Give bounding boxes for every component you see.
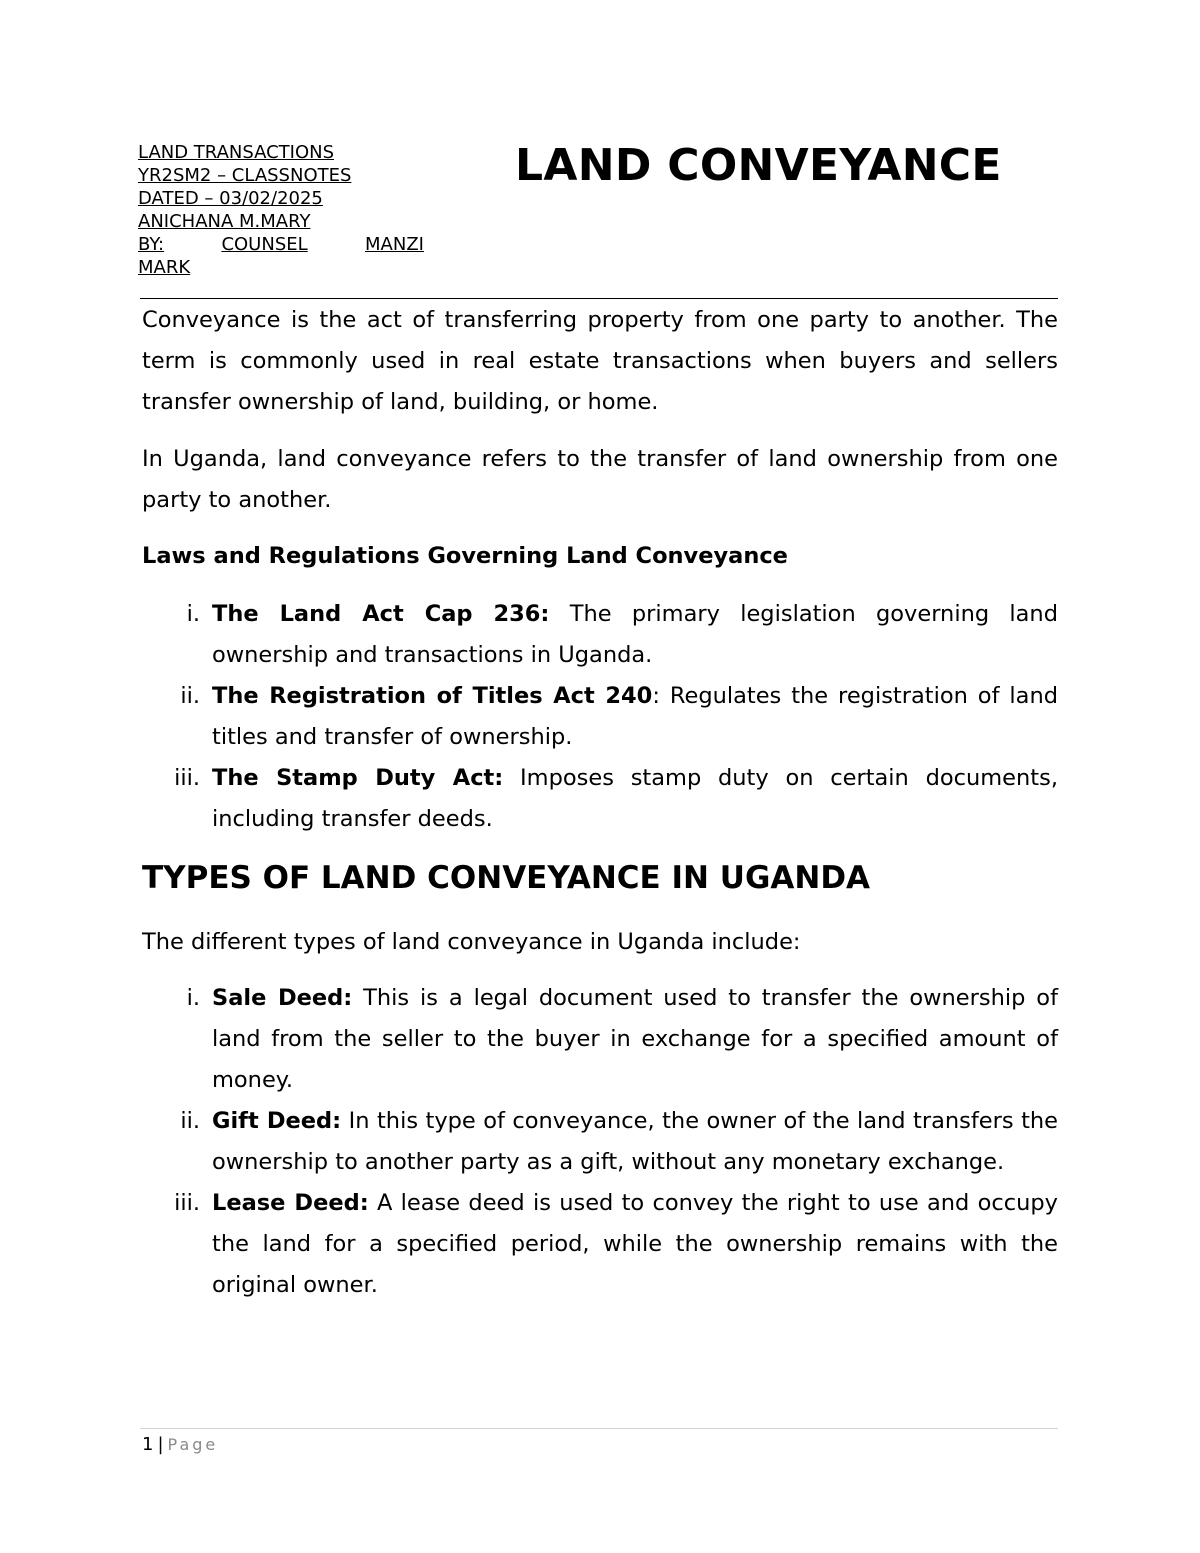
list-term: The Stamp Duty Act:: [212, 765, 504, 791]
list-term: Gift Deed:: [212, 1108, 342, 1134]
footer-divider: [140, 1428, 1058, 1429]
laws-heading: Laws and Regulations Governing Land Conveyance: [142, 543, 788, 569]
intro-paragraph: Conveyance is the act of transferring property from one party to another. The term is commonly used in real estate transactions when buyers and sellers transfer ownership of land, building, or home.: [142, 307, 1058, 415]
document-body: [142, 300, 1058, 1306]
laws-list: [142, 594, 1058, 840]
types-heading: TYPES OF LAND CONVEYANCE IN UGANDA: [142, 860, 871, 896]
header-class: YR2SM2 – CLASSNOTES: [138, 165, 352, 186]
list-text: The primary legislation governing land ownership and transactions in Uganda.: [212, 601, 1058, 668]
header-course: LAND TRANSACTIONS: [138, 142, 335, 163]
header-by-word: COUNSEL: [221, 234, 308, 255]
types-list: [142, 978, 1058, 1306]
list-item: [142, 594, 1058, 676]
list-term: Sale Deed:: [212, 985, 353, 1011]
list-text: A lease deed is used to convey the right to use and occupy the land for a specified period, while the ownership remains with the original owner.: [212, 1190, 1058, 1298]
header-date: DATED – 03/02/2025: [138, 188, 323, 209]
document-title: LAND CONVEYANCE: [515, 140, 1002, 191]
document-header-info: [138, 141, 424, 279]
list-number: i.: [186, 985, 200, 1011]
list-item: [142, 1183, 1058, 1306]
header-divider: [140, 298, 1058, 299]
intro-paragraph: In Uganda, land conveyance refers to the transfer of land ownership from one party to another.: [142, 446, 1058, 513]
header-by-last: MARK: [138, 257, 191, 278]
footer-separator: |: [157, 1434, 164, 1455]
list-number: i.: [186, 601, 200, 627]
list-text: This is a legal document used to transfer the ownership of land from the seller to the buyer in exchange for a specified amount of money.: [212, 985, 1058, 1093]
list-item: [142, 1101, 1058, 1183]
list-text: In this type of conveyance, the owner of the land transfers the ownership to another party as a gift, without any monetary exchange.: [212, 1108, 1059, 1175]
list-number: ii.: [180, 683, 200, 709]
header-by-line: [138, 233, 424, 256]
header-by-word: MANZI: [365, 234, 424, 255]
page-number: 1: [142, 1434, 154, 1455]
list-text: : Regulates the registration of land titles and transfer of ownership.: [212, 683, 1058, 750]
list-text: Imposes stamp duty on certain documents, including transfer deeds.: [212, 765, 1058, 832]
list-term: The Land Act Cap 236:: [212, 601, 550, 627]
list-term: The Registration of Titles Act 240: [212, 683, 653, 709]
header-by-word: BY:: [138, 234, 165, 255]
page-label: Page: [167, 1435, 219, 1454]
types-intro: The different types of land conveyance in Uganda include:: [142, 929, 801, 955]
header-author: ANICHANA M.MARY: [138, 211, 311, 232]
page-footer: [142, 1432, 218, 1458]
list-item: [142, 676, 1058, 758]
list-item: [142, 758, 1058, 840]
list-number: iii.: [174, 1190, 200, 1216]
list-term: Lease Deed:: [212, 1190, 369, 1216]
list-number: ii.: [180, 1108, 200, 1134]
list-number: iii.: [174, 765, 200, 791]
list-item: [142, 978, 1058, 1101]
